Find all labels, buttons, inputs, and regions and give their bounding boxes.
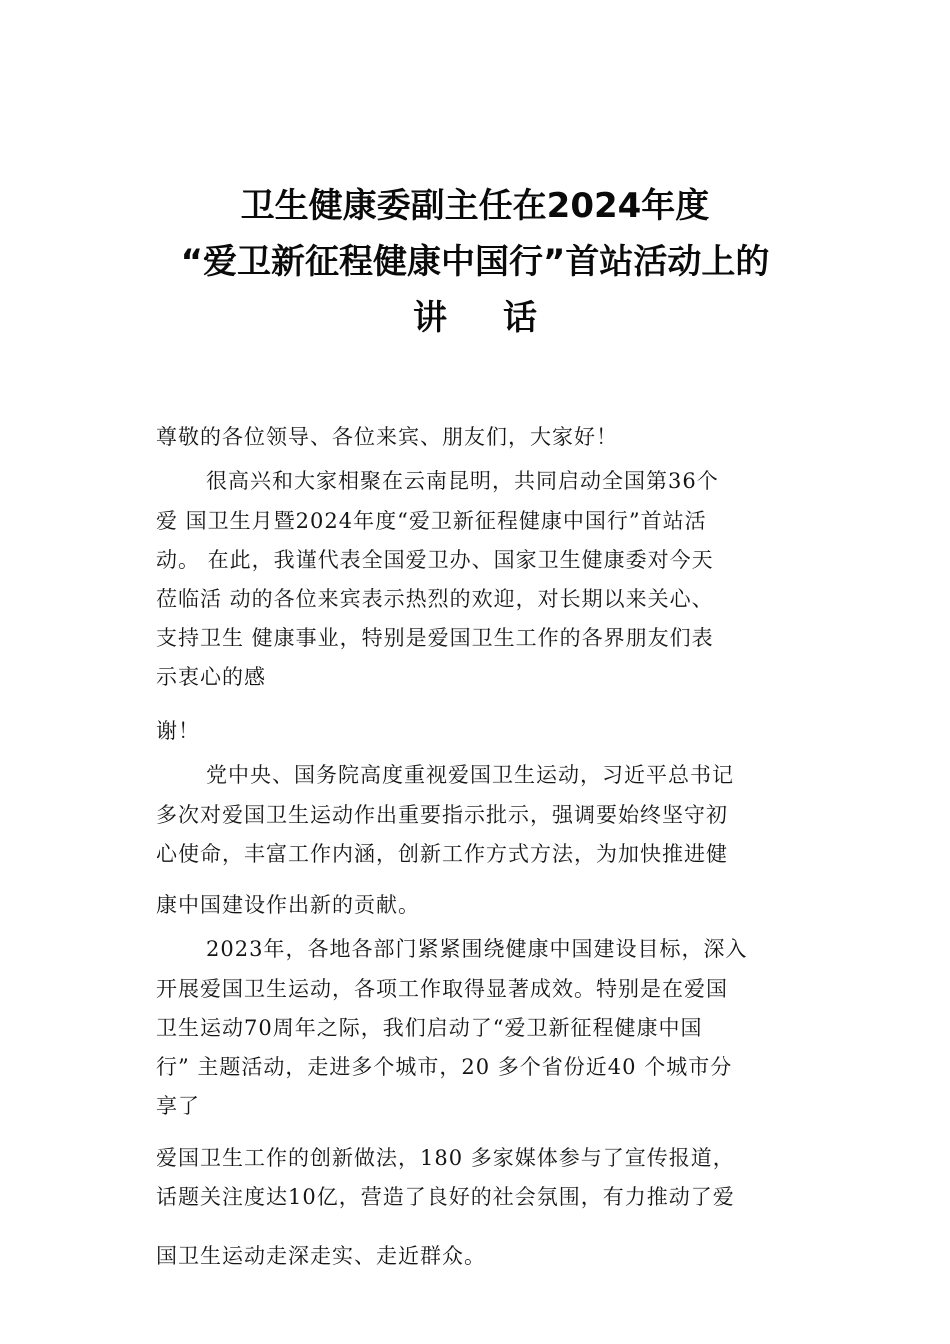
paragraph-1-line-3: 动。 在此，我谨代表全国爱卫办、国家卫生健康委对今天 (156, 548, 714, 572)
paragraph-3-line-1: 2023年，各地各部门紧紧围绕健康中国建设目标，深入 (206, 937, 748, 961)
paragraph-1-line-2: 爱 国卫生月暨2024年度“爱卫新征程健康中国行”首站活 (156, 509, 707, 533)
paragraph-3-line-2: 开展爱国卫生运动，各项工作取得显著成效。特别是在爱国 (156, 977, 728, 1001)
paragraph-3-line-8: 国卫生运动走深走实、走近群众。 (156, 1244, 486, 1268)
paragraph-3-line-4: 行” 主题活动，走进多个城市，20 多个省份近40 个城市分 (156, 1055, 733, 1079)
paragraph-1-line-7: 谢！ (156, 719, 200, 743)
title-line-1: 卫生健康委副主任在2024年度 (240, 186, 710, 226)
paragraph-2-line-3: 心使命，丰富工作内涵，创新工作方式方法，为加快推进健 (156, 842, 728, 866)
paragraph-1-line-4: 莅临活 动的各位来宾表示热烈的欢迎，对长期以来关心、 (156, 587, 714, 611)
paragraph-3-line-6: 爱国卫生工作的创新做法，180 多家媒体参与了宣传报道， (156, 1146, 735, 1170)
title-line-2: “爱卫新征程健康中国行”首站活动上的 (180, 242, 770, 282)
paragraph-1-line-1: 很高兴和大家相聚在云南昆明，共同启动全国第36个 (206, 469, 719, 493)
paragraph-3-line-7: 话题关注度达10亿，营造了良好的社会氛围，有力推动了爱 (156, 1185, 735, 1209)
document-title (0, 178, 950, 346)
paragraph-2-line-1: 党中央、国务院高度重视爱国卫生运动，习近平总书记 (206, 763, 734, 787)
title-line-3: 讲话 (413, 298, 593, 338)
paragraph-3-line-3: 卫生运动70周年之际，我们启动了“爱卫新征程健康中国 (156, 1016, 703, 1040)
paragraph-1-line-5: 支持卫生 健康事业，特别是爱国卫生工作的各界朋友们表 (156, 626, 714, 650)
paragraph-1-line-6: 示衷心的感 (156, 665, 266, 689)
paragraph-3-line-5: 享了 (156, 1094, 200, 1118)
paragraph-2-line-4: 康中国建设作出新的贡献。 (156, 893, 420, 917)
salutation-line: 尊敬的各位领导、各位来宾、朋友们，大家好！ (156, 425, 618, 449)
paragraph-2-line-2: 多次对爱国卫生运动作出重要指示批示，强调要始终坚守初 (156, 803, 728, 827)
